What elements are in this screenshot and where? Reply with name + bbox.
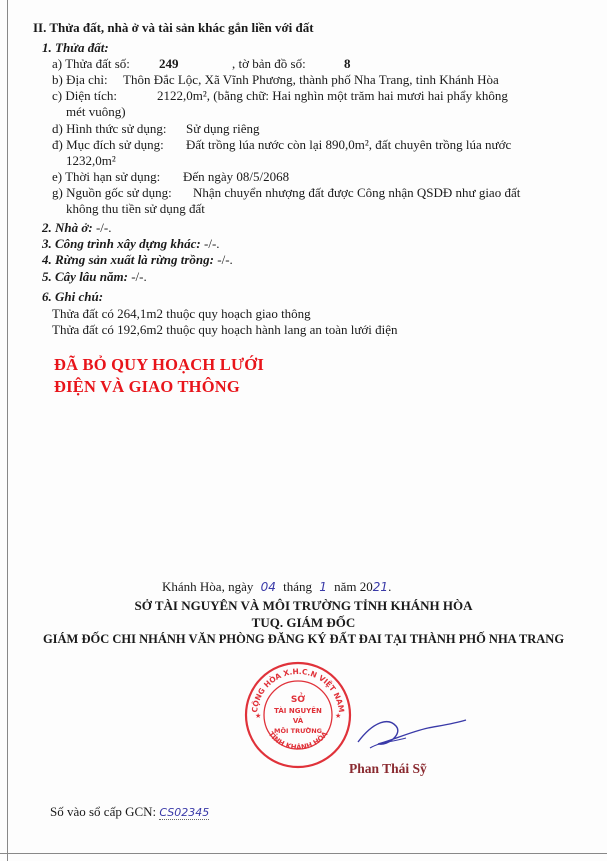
construction-value: -/-. — [204, 236, 220, 251]
house-item — [42, 220, 111, 236]
address-value: Thôn Đắc Lộc, Xã Vĩnh Phương, thành phố Nha Trang, tỉnh Khánh Hòa — [123, 72, 499, 87]
seal-star-right: ★ — [335, 712, 342, 720]
notes-heading: 6. Ghi chú: — [42, 289, 104, 304]
date-month-label: tháng — [283, 579, 313, 594]
date-day: 04 — [260, 580, 276, 594]
annotation-line-2: ĐIỆN VÀ GIAO THÔNG — [54, 377, 240, 396]
usage-term-value: Đến ngày 08/5/2068 — [183, 169, 290, 184]
date-prefix: Khánh Hòa, ngày — [162, 579, 254, 594]
gcn-label: Số vào sổ cấp GCN: — [50, 804, 157, 819]
date-line: Khánh Hòa, ngày 04 tháng 1 năm 2021. — [162, 579, 392, 594]
bottom-border-line — [0, 853, 607, 854]
perennial-label: 5. Cây lâu năm: — [42, 269, 128, 284]
land-heading: 1. Thửa đất: — [42, 40, 109, 55]
land-number-label: a) Thửa đất số: — [52, 56, 130, 71]
usage-form-label: d) Hình thức sử dụng: — [52, 121, 167, 136]
seal-star-left: ★ — [255, 712, 262, 720]
land-number-value: 249 — [159, 56, 179, 71]
perennial-value: -/-. — [131, 269, 147, 284]
usage-purpose-value-cont: 1232,0m² — [66, 153, 116, 168]
notes-line-1: Thửa đất có 264,1m2 thuộc quy hoạch giao thông — [52, 306, 311, 321]
seal-ring-top: CỘNG HÒA X.H.C.N VIỆT NAM — [250, 666, 347, 714]
usage-form-value: Sử dụng riêng — [186, 121, 260, 136]
left-border-line — [7, 0, 8, 861]
date-year-suffix: 21 — [372, 580, 389, 594]
notes-line-2: Thửa đất có 192,6m2 thuộc quy hoạch hành lang an toàn lưới điện — [52, 322, 398, 337]
section-title: II. Thửa đất, nhà ở và tài sản khác gắn liền với đất — [33, 20, 314, 35]
agency-name: SỞ TÀI NGUYÊN VÀ MÔI TRƯỜNG TỈNH KHÁNH HÒA — [134, 598, 473, 613]
date-year-label: năm 20 — [334, 579, 373, 594]
tuq-title: TUQ. GIÁM ĐỐC — [251, 615, 356, 630]
area-value: 2122,0m², (bằng chữ: Hai nghìn một trăm hai mươi hai phẩy không — [157, 88, 508, 103]
map-number-label: , tờ bản đồ số: — [232, 56, 306, 71]
origin-value-cont: không thu tiền sử dụng đất — [66, 201, 205, 216]
date-month: 1 — [319, 580, 327, 594]
area-value-cont: mét vuông) — [66, 104, 126, 119]
gcn-value: CS02345 — [159, 806, 210, 819]
seal-center-2: TÀI NGUYÊN — [274, 707, 322, 715]
area-label: c) Diện tích: — [52, 88, 117, 103]
forest-item — [42, 252, 233, 268]
signer-name: Phan Thái Sỹ — [349, 761, 427, 776]
origin-value: Nhận chuyển nhượng đất được Công nhận QSDĐ như giao đất — [193, 185, 521, 200]
address-label: b) Địa chỉ: — [52, 72, 108, 87]
seal-ring-bottom: TỈNH KHÁNH HÒA — [266, 730, 330, 752]
gcn-line — [50, 804, 209, 821]
seal-center-4: MÔI TRƯỜNG — [274, 727, 322, 735]
usage-purpose-value: Đất trồng lúa nước còn lại 890,0m², đất chuyên trồng lúa nước — [186, 137, 512, 152]
usage-purpose-label: đ) Mục đích sử dụng: — [52, 137, 164, 152]
origin-label: g) Nguồn gốc sử dụng: — [52, 185, 172, 200]
seal-center-3: VÀ — [292, 717, 304, 725]
director-title: GIÁM ĐỐC CHI NHÁNH VĂN PHÒNG ĐĂNG KÝ ĐẤT ĐAI TẠI THÀNH PHỐ NHA TRANG — [42, 632, 565, 646]
annotation-line-1: ĐÃ BỎ QUY HOẠCH LƯỚI — [54, 355, 264, 374]
perennial-item — [42, 269, 147, 285]
map-number-value: 8 — [344, 56, 351, 71]
forest-label: 4. Rừng sản xuất là rừng trồng: — [42, 252, 214, 267]
house-label: 2. Nhà ở: — [42, 220, 93, 235]
seal-center-1: SỞ — [290, 695, 306, 705]
forest-value: -/-. — [217, 252, 233, 267]
usage-term-label: e) Thời hạn sử dụng: — [52, 169, 161, 184]
construction-item — [42, 236, 220, 252]
construction-label: 3. Công trình xây dựng khác: — [42, 236, 201, 251]
house-value: -/-. — [95, 220, 112, 235]
signature-icon — [318, 712, 468, 767]
